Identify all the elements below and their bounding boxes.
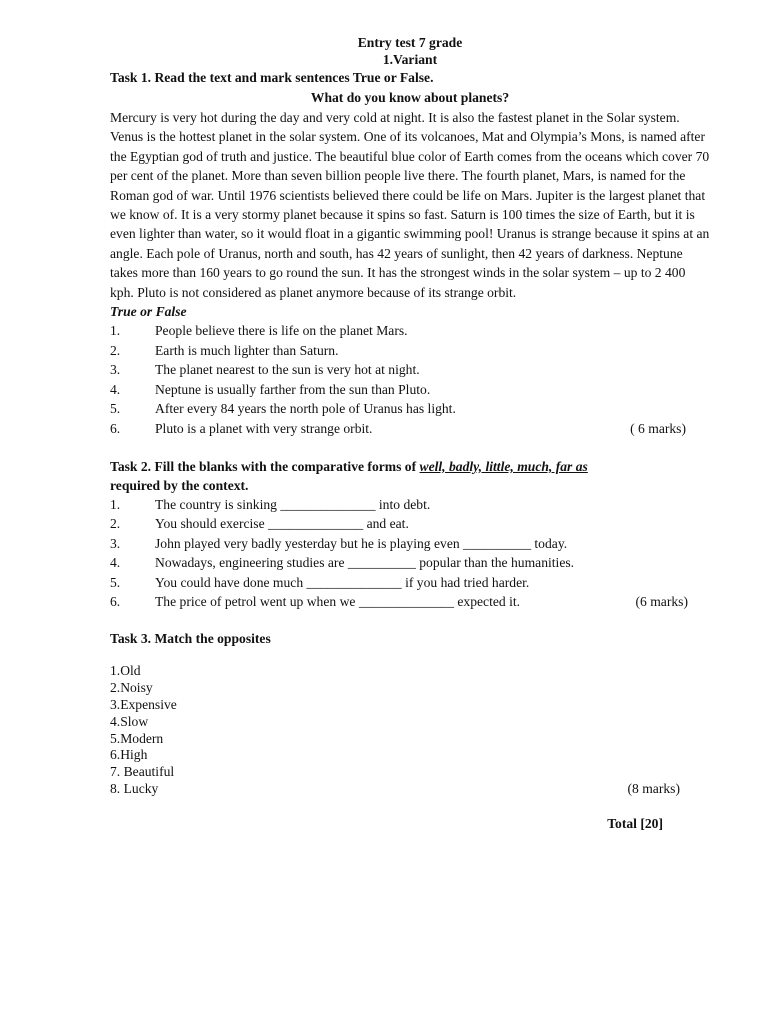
item-text: Pluto is a planet with very strange orbit. [155, 420, 373, 436]
variant-label: 1.Variant [382, 52, 438, 67]
item-text: After every 84 years the north pole of Uranus has light. [155, 401, 456, 417]
item-number: 4. [110, 555, 121, 571]
list-item [110, 534, 710, 553]
list-item [110, 573, 710, 592]
list-item [110, 514, 710, 533]
item-number: 5. [110, 574, 121, 590]
fill-blanks-list [110, 495, 710, 611]
item-number: 4. [110, 381, 121, 397]
list-item [110, 399, 710, 418]
task1-subtitle: What do you know about planets? [310, 90, 510, 105]
list-item: 7. Beautiful [110, 764, 175, 780]
list-item [110, 553, 710, 572]
list-item: 6.High [110, 747, 148, 763]
item-text: The planet nearest to the sun is very hot at night. [155, 362, 420, 378]
item-text: 8. Lucky [110, 780, 159, 796]
true-false-heading: True or False [110, 304, 187, 320]
list-item: 4.Slow [110, 713, 149, 729]
item-number: 3. [110, 535, 121, 551]
item-number: 1. [110, 323, 121, 339]
test-title: Entry test 7 grade [357, 35, 463, 50]
task2-marks: (6 marks) [635, 593, 688, 609]
item-number: 5. [110, 401, 121, 417]
list-item [110, 380, 710, 399]
task2-title-words: well, badly, little, much, far as [419, 458, 588, 474]
item-number: 6. [110, 420, 121, 436]
task1-marks: ( 6 marks) [630, 420, 686, 436]
list-item: 1.Old [110, 663, 141, 679]
item-number: 2. [110, 342, 121, 358]
document-page [110, 34, 710, 834]
task3-marks: (8 marks) [627, 780, 680, 796]
item-text: You could have done much ______________ if you had tried harder. [155, 574, 530, 590]
list-item [110, 341, 710, 360]
item-text: People believe there is life on the planet Mars. [155, 323, 408, 339]
item-text: Nowadays, engineering studies are __________ popular than the humanities. [155, 555, 575, 571]
task3-title: Task 3. Match the opposites [110, 631, 271, 647]
task2-title [110, 457, 710, 477]
task1-title: Task 1. Read the text and mark sentences True or False. [110, 70, 434, 85]
list-item [110, 321, 710, 340]
item-number: 3. [110, 362, 121, 378]
list-item [110, 592, 710, 611]
item-number: 1. [110, 496, 121, 512]
item-text: Earth is much lighter than Saturn. [155, 342, 339, 358]
item-text: John played very badly yesterday but he is playing even __________ today. [155, 535, 568, 551]
opposites-list [110, 663, 710, 797]
item-number: 2. [110, 516, 121, 532]
planets-passage: Mercury is very hot during the day and very cold at night. It is also the fastest planet in the Solar system. Venus is the hottest planet in the solar system. One of its volcanoes, Mat and Olympia’s Mons, is named after the Egyptian god of truth and justice. The beautiful blue color of Earth comes from the oceans which cover 70 per cent of the planet. More than seven billion people live there. The fourth planet, Mars, is named for the Roman god of war. Until 1976 scientists believed there could be life on Mars. Jupiter is the largest planet that we know of. It is a very stormy planet because it spins so fast. Saturn is 100 times the size of Earth, but it is even lighter than water, so it would float in a gigantic swimming pool! Uranus is strange because it spins at an angle. Each pole of Uranus, north and south, has 42 years of sunlight, then 42 years of darkness. Neptune takes more than 160 years to go round the sun. It has the strongest winds in the solar system – up to 2 400 kph. Pluto is not considered as planet anymore because of its strange orbit. [110, 110, 710, 300]
item-text: The price of petrol went up when we ______________ expected it. [155, 593, 521, 609]
item-number: 6. [110, 593, 121, 609]
true-false-list [110, 321, 710, 437]
list-item: 2.Noisy [110, 680, 153, 696]
list-item [110, 360, 710, 379]
list-item [110, 495, 710, 514]
total-score: Total [20] [607, 815, 663, 831]
task2-title-suffix: required by the context. [110, 477, 249, 493]
task2-title-prefix: Task 2. Fill the blanks with the comparative forms of [110, 458, 420, 474]
list-item: 3.Expensive [110, 696, 177, 712]
list-item [110, 419, 710, 438]
item-text: You should exercise ______________ and eat. [155, 516, 409, 532]
list-item [110, 781, 710, 798]
list-item: 5.Modern [110, 730, 164, 746]
item-text: The country is sinking ______________ into debt. [155, 496, 431, 512]
item-text: Neptune is usually farther from the sun than Pluto. [155, 381, 431, 397]
